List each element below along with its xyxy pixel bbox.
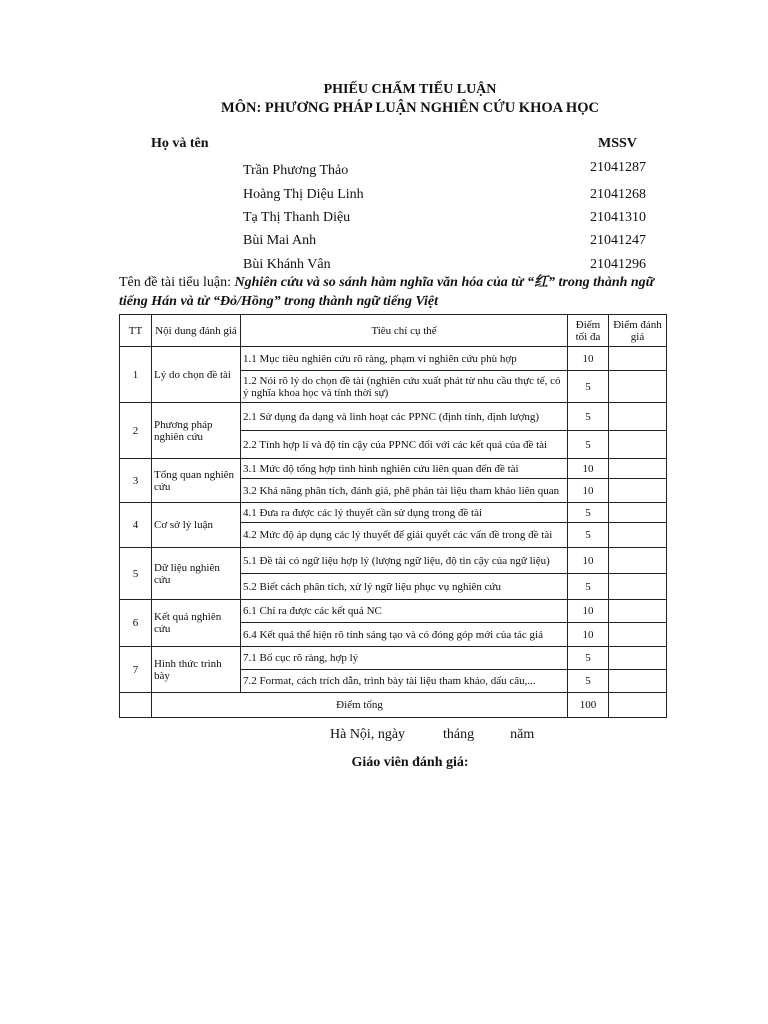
group-name: Tổng quan nghiên cứu [152,459,241,503]
student-name: Tạ Thị Thanh Diệu [243,210,351,225]
score-cell[interactable] [609,523,667,548]
score-cell[interactable] [609,548,667,574]
criterion-text: 1.2 Nói rõ lý do chọn đề tài (nghiên cứu xuất phát từ nhu cầu thực tế, có ý nghĩa khoa học và tính thời sự) [241,371,568,403]
max-score: 10 [568,623,609,647]
max-score: 5 [568,371,609,403]
group-number: 3 [120,459,152,503]
max-score: 10 [568,459,609,479]
table-header-row [120,315,667,347]
student-id: 21041310 [590,210,646,225]
group-number: 6 [120,600,152,647]
grading-table [119,314,667,718]
name-column-label: Họ và tên [151,136,209,151]
max-score: 5 [568,670,609,693]
header-max-score: Điểm tối đa [568,315,609,347]
id-column-label: MSSV [598,136,637,151]
table-row [120,647,667,670]
total-max-score: 100 [568,693,609,718]
total-row [120,693,667,718]
topic [119,273,667,311]
subject-title: MÔN: PHƯƠNG PHÁP LUẬN NGHIÊN CỨU KHOA HỌC [221,100,599,116]
group-number: 2 [120,403,152,459]
month-label: tháng [443,727,475,742]
group-name: Kết quả nghiên cứu [152,600,241,647]
score-cell[interactable] [609,647,667,670]
criterion-text: 6.4 Kết quả thể hiện rõ tính sáng tạo và có đóng góp mới của tác giả [241,623,568,647]
table-row [120,403,667,431]
criterion-text: 4.1 Đưa ra được các lý thuyết cần sử dụng trong đề tài [241,503,568,523]
table-row [120,459,667,479]
group-number: 4 [120,503,152,548]
group-number: 7 [120,647,152,693]
student-id: 21041287 [590,160,646,175]
criterion-text: 6.1 Chỉ ra được các kết quả NC [241,600,568,623]
student-id: 21041268 [590,187,646,202]
criterion-text: 5.2 Biết cách phân tích, xử lý ngữ liệu phục vụ nghiên cứu [241,574,568,600]
max-score: 5 [568,403,609,431]
criterion-text: 4.2 Mức độ áp dụng các lý thuyết để giải quyết các vấn đề trong đề tài [241,523,568,548]
score-cell[interactable] [609,574,667,600]
total-score-cell[interactable] [609,693,667,718]
criterion-text: 3.2 Khả năng phân tích, đánh giá, phê phán tài liệu tham khảo liên quan [241,479,568,503]
max-score: 5 [568,574,609,600]
teacher-signature-label: Giáo viên đánh giá: [351,755,469,770]
group-name: Lý do chọn đề tài [152,347,241,403]
header-tt: TT [120,315,152,347]
score-cell[interactable] [609,670,667,693]
student-name: Trần Phương Thảo [243,163,349,178]
criterion-text: 2.1 Sử dụng đa dạng và linh hoạt các PPNC (định tính, định lượng) [241,403,568,431]
max-score: 10 [568,548,609,574]
score-cell[interactable] [609,431,667,459]
group-name: Phương pháp nghiên cứu [152,403,241,459]
student-name: Bùi Khánh Vân [243,257,331,272]
criterion-text: 1.1 Mục tiêu nghiên cứu rõ ràng, phạm vi nghiên cứu phù hợp [241,347,568,371]
group-name: Hình thức trình bày [152,647,241,693]
criterion-text: 5.1 Đề tài có ngữ liệu hợp lý (lượng ngữ liệu, độ tin cậy của ngữ liệu) [241,548,568,574]
group-number: 5 [120,548,152,600]
score-cell[interactable] [609,600,667,623]
max-score: 5 [568,431,609,459]
student-id: 21041296 [590,257,646,272]
group-number: 1 [120,347,152,403]
header-score: Điểm đánh giá [609,315,667,347]
score-cell[interactable] [609,403,667,431]
max-score: 5 [568,523,609,548]
year-label: năm [510,727,535,742]
table-row [120,600,667,623]
score-cell[interactable] [609,479,667,503]
criterion-text: 7.1 Bố cục rõ ràng, hợp lý [241,647,568,670]
document-title: PHIẾU CHẤM TIỂU LUẬN [323,82,497,97]
score-cell[interactable] [609,371,667,403]
student-name: Hoàng Thị Diệu Linh [243,187,364,202]
total-label: Điểm tổng [152,693,568,718]
student-id: 21041247 [590,233,646,248]
place-date: Hà Nội, ngày [330,727,406,742]
group-name: Dữ liệu nghiên cứu [152,548,241,600]
score-cell[interactable] [609,459,667,479]
table-row [120,347,667,371]
place-date-line [330,727,534,743]
max-score: 10 [568,479,609,503]
total-empty-cell [120,693,152,718]
score-cell[interactable] [609,347,667,371]
max-score: 10 [568,600,609,623]
table-row [120,548,667,574]
header-criteria: Tiêu chí cụ thể [241,315,568,347]
max-score: 5 [568,647,609,670]
header-content: Nội dung đánh giá [152,315,241,347]
topic-title: Nghiên cứu và so sánh hàm nghĩa văn hóa của từ “红” trong thành ngữ tiếng Hán và từ “Đỏ/Hồng” trong thành ngữ tiếng Việt [119,275,655,309]
score-cell[interactable] [609,623,667,647]
score-cell[interactable] [609,503,667,523]
criterion-text: 7.2 Format, cách trích dẫn, trình bày tài liệu tham khảo, dấu câu,... [241,670,568,693]
group-name: Cơ sở lý luận [152,503,241,548]
criterion-text: 2.2 Tính hợp lí và độ tin cậy của PPNC đối với các kết quả của đề tài [241,431,568,459]
table-row [120,503,667,523]
topic-label: Tên đề tài tiểu luận: [119,275,235,290]
criterion-text: 3.1 Mức độ tổng hợp tình hình nghiên cứu liên quan đến đề tài [241,459,568,479]
student-name: Bùi Mai Anh [243,233,317,248]
max-score: 5 [568,503,609,523]
max-score: 10 [568,347,609,371]
